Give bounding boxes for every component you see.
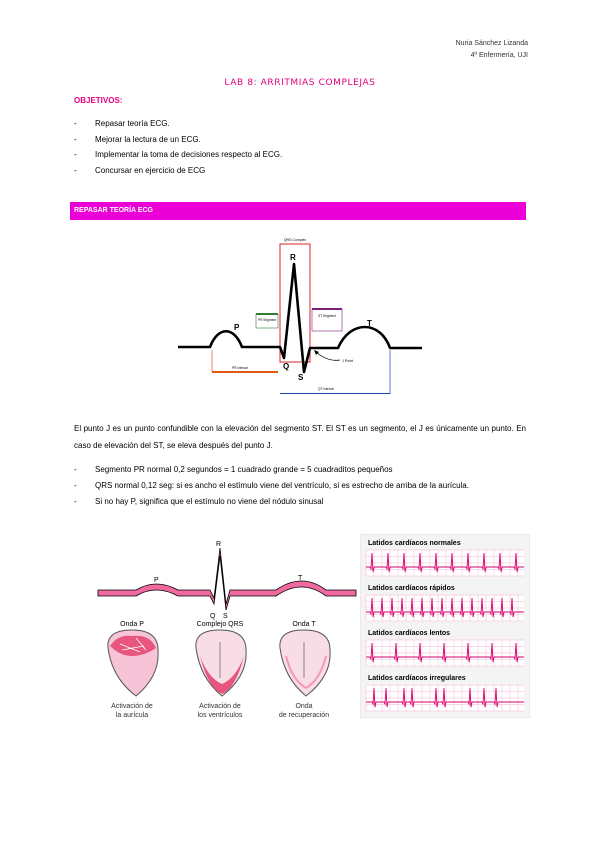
section-bar: [70, 202, 526, 220]
objectives-heading: OBJETIVOS:: [74, 96, 123, 105]
t-wave-label: T: [367, 319, 372, 328]
pr-interval-label: PR Interval: [232, 366, 248, 370]
objective-item: - Implementar la toma de decisiones respecto al ECG.: [74, 147, 282, 163]
heart-recovery-icon: [280, 630, 330, 696]
rhythm-strip-label: Latidos cardíacos lentos: [368, 630, 451, 637]
rhythm-strip: [366, 550, 524, 576]
caption-qrs-line2: los ventrículos: [197, 712, 243, 719]
page-title: LAB 8: ARRITMIAS COMPLEJAS: [224, 78, 376, 88]
wave-band: [98, 548, 356, 610]
panel-title-t: Onda T: [292, 621, 316, 628]
heart-p-label: P: [154, 577, 159, 584]
caption-p-line2: la aurícula: [115, 712, 149, 719]
st-segment-label: ST Segment: [318, 314, 336, 318]
ecg-notes-list: [74, 462, 526, 509]
qt-interval-label: QT Interval: [318, 387, 334, 391]
rhythm-strip-label: Latidos cardíacos rápidos: [368, 585, 455, 592]
j-point-paragraph: El punto J es un punto confundible con la elevación del segmento ST. El ST es un segmento, el J es únicamente un punto. En caso de elevación del ST, se eleva después del punto J.: [74, 424, 526, 450]
heart-atrium-icon: [108, 630, 158, 696]
q-wave-label: Q: [283, 362, 290, 371]
panel-title-p: Onda P: [120, 621, 144, 628]
panel-title-qrs: Complejo QRS: [196, 621, 244, 628]
heart-activation-figure: [96, 538, 358, 728]
ecg-waveform-diagram: [170, 234, 430, 394]
objective-item: - Mejorar la lectura de un ECG.: [74, 132, 282, 148]
heart-q-label: Q: [210, 613, 216, 620]
s-wave-label: S: [298, 373, 304, 382]
j-point-label: J Point: [342, 359, 353, 363]
pr-segment-label: PR Segment: [257, 318, 277, 322]
st-segment-box: [312, 309, 342, 331]
rhythm-strip-label: Latidos cardíacos irregulares: [368, 675, 466, 682]
ecg-note-item: - Segmento PR normal 0,2 segundos = 1 cuadrado grande = 5 cuadraditos pequeños: [74, 462, 526, 478]
heart-ventricle-icon: [196, 630, 246, 696]
rhythm-strips-figure: [360, 534, 530, 718]
rhythm-strip: [366, 595, 524, 621]
caption-p-line1: Activación de: [111, 703, 153, 710]
rhythm-strip-label: Latidos cardíacos normales: [368, 540, 461, 547]
heart-r-label: R: [216, 541, 222, 548]
document-header: [456, 38, 528, 62]
caption-t-line1: Onda: [295, 703, 313, 710]
objective-item: - Concursar en ejercicio de ECG: [74, 163, 282, 179]
ecg-trace: [178, 264, 422, 372]
course-name: 4º Enfermería, UJI: [470, 52, 528, 59]
p-wave-label: P: [234, 323, 240, 332]
heart-s-label: S: [223, 613, 228, 620]
r-wave-label: R: [290, 253, 296, 262]
ecg-note-item: - Si no hay P, significa que el estímulo no viene del nódulo sinusal: [74, 494, 526, 510]
rhythm-strip: [366, 685, 524, 711]
ecg-note-item: - QRS normal 0,12 seg: si es ancho el estímulo viene del ventrículo, si es estrecho de arriba de la aurícula.: [74, 478, 526, 494]
qrs-label: QRS Complex: [283, 238, 307, 242]
rhythm-strip: [366, 640, 524, 666]
caption-t-line2: de recuperación: [278, 712, 330, 719]
objective-item: - Repasar teoría ECG.: [74, 116, 282, 132]
author-name: Nuria Sánchez Lizanda: [455, 40, 528, 47]
section-bar-label: REPASAR TEORÍA ECG: [74, 207, 153, 214]
heart-t-label: T: [298, 575, 303, 582]
objectives-list: [74, 116, 282, 178]
caption-qrs-line1: Activación de: [199, 703, 241, 710]
